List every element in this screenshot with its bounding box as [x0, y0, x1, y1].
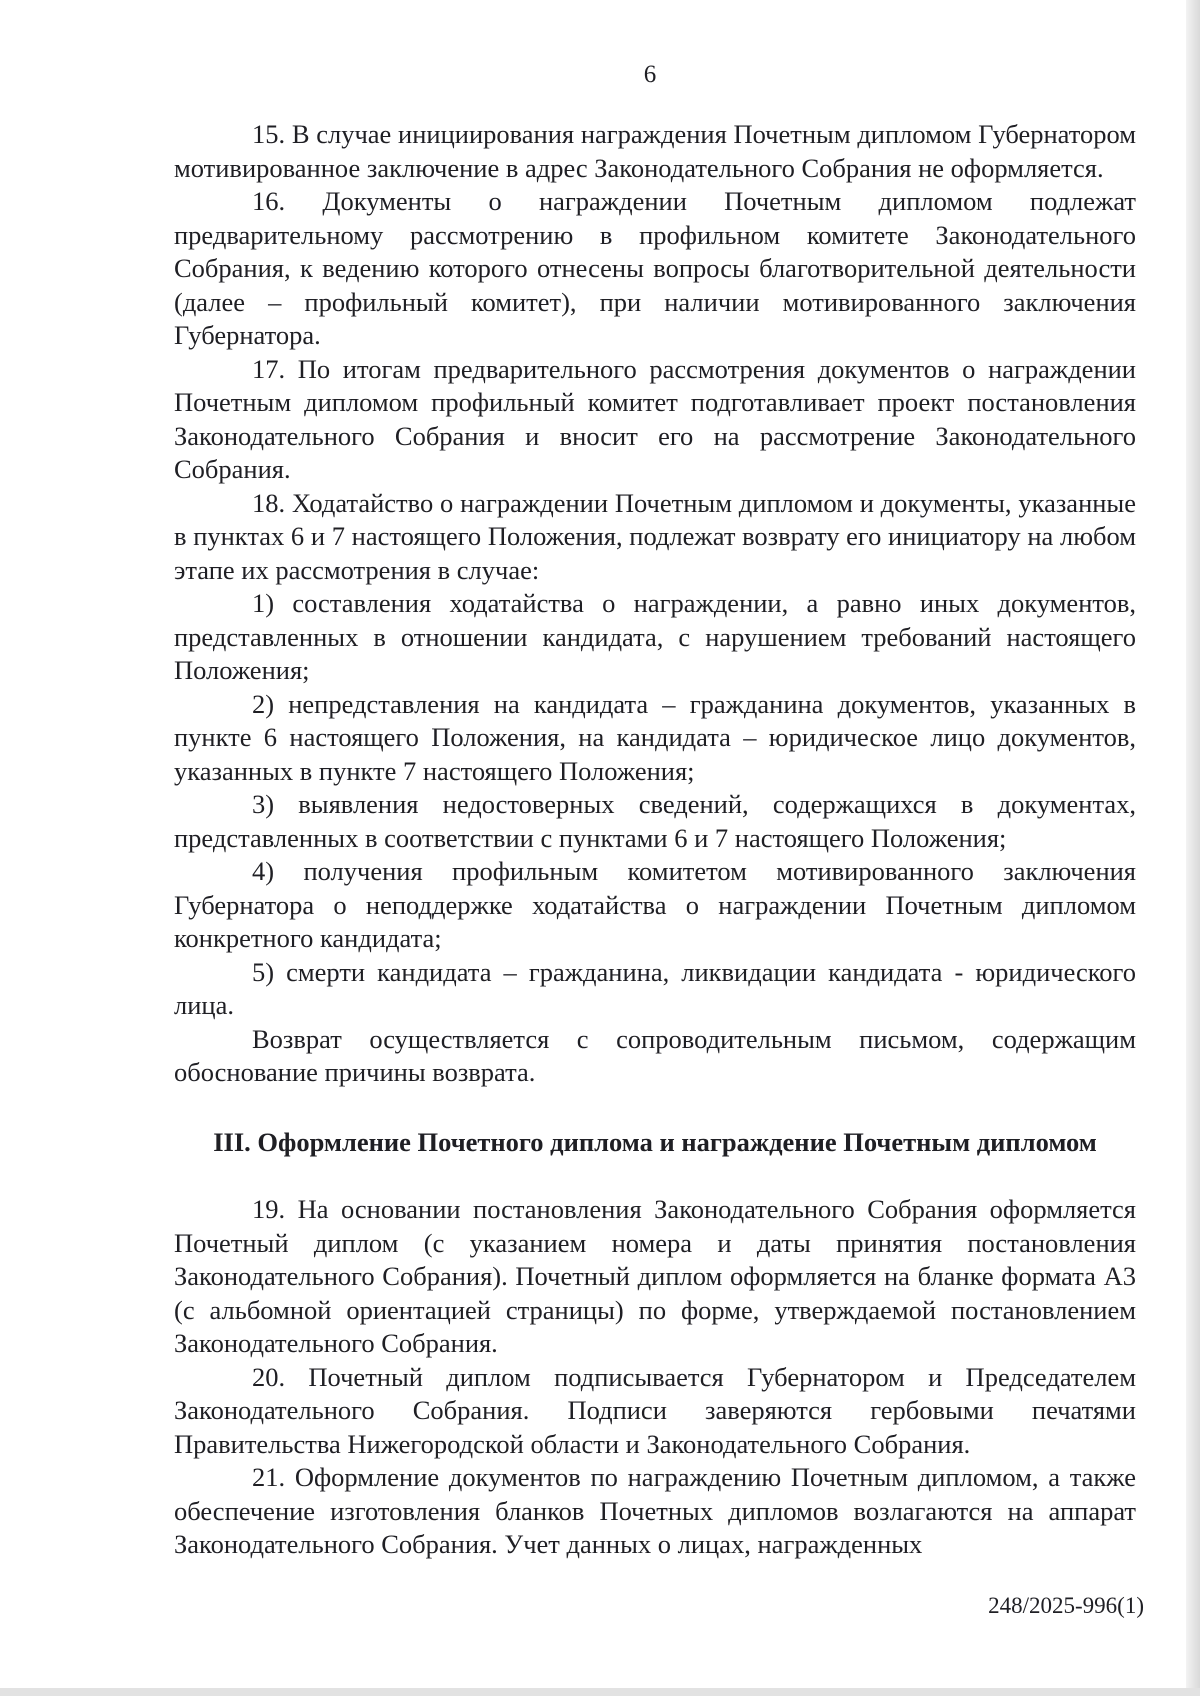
page-number: 6 — [643, 61, 657, 88]
list-item-4: 4) получения профильным комитетом мотивированного заключения Губернатора о неподдержке ходатайства о награждении Почетным дипломом конкретного кандидата; — [174, 856, 1136, 953]
page-bottom-edge — [0, 1688, 1200, 1696]
page-edge-shadow — [1186, 0, 1200, 1696]
paragraph-15: 15. В случае инициирования награждения Почетным дипломом Губернатором мотивированное заключение в адрес Законодательного Собрания не оформляется. — [174, 119, 1136, 183]
return-note-paragraph: Возврат осуществляется с сопроводительным письмом, содержащим обоснование причины возврата. — [174, 1023, 1136, 1087]
paragraph-20: 20. Почетный диплом подписывается Губернатором и Председателем Законодательного Собрания. Подписи заверяются гербовыми печатями Правительства Нижегородской области и Законодательного Собрания. — [174, 1361, 1136, 1459]
paragraph-19: 19. На основании постановления Законодательного Собрания оформляется Почетный диплом (с указанием номера и даты принятия постановления Законодательного Собрания). Почетный диплом оформляется на бланке формата А3 (с альбомной ориентацией страницы) по форме, утверждаемой постановлением Законодательного Собрания. — [174, 1194, 1136, 1358]
section-heading: III. Оформление Почетного диплома и награждение Почетным дипломом — [213, 1126, 1097, 1157]
paragraph-16: 16. Документы о награждении Почетным дипломом подлежат предварительному рассмотрению в профильном комитете Законодательного Собрания, к ведению которого отнесены вопросы благотворительной деятельности (далее – профильный комитет), при наличии мотивированного заключения Губернатора. — [174, 186, 1136, 350]
document-body — [174, 118, 1136, 1562]
list-item-3: 3) выявления недостоверных сведений, содержащихся в документах, представленных в соответствии с пунктами 6 и 7 настоящего Положения; — [174, 789, 1136, 853]
paragraph-17: 17. По итогам предварительного рассмотрения документов о награждении Почетным дипломом профильный комитет подготавливает проект постановления Законодательного Собрания и вносит его на рассмотрение Законодательного Собрания. — [174, 353, 1136, 484]
document-number: 248/2025-996(1) — [988, 1593, 1144, 1618]
list-item-2: 2) непредставления на кандидата – гражданина документов, указанных в пункте 6 настоящего Положения, на кандидата – юридическое лицо документов, указанных в пункте 7 настоящего Положения; — [174, 688, 1136, 786]
list-item-5: 5) смерти кандидата – гражданина, ликвидации кандидата - юридического лица. — [174, 956, 1136, 1020]
list-item-1: 1) составления ходатайства о награждении, а равно иных документов, представленных в отношении кандидата, с нарушением требований настоящего Положения; — [174, 588, 1136, 685]
paragraph-21: 21. Оформление документов по награждению Почетным дипломом, а также обеспечение изготовления бланков Почетных дипломов возлагаются на аппарат Законодательного Собрания. Учет данных о лицах, награжденных — [174, 1462, 1136, 1559]
paragraph-18: 18. Ходатайство о награждении Почетным дипломом и документы, указанные в пунктах 6 и 7 настоящего Положения, подлежат возврату его инициатору на любом этапе их рассмотрения в случае: — [174, 487, 1136, 585]
